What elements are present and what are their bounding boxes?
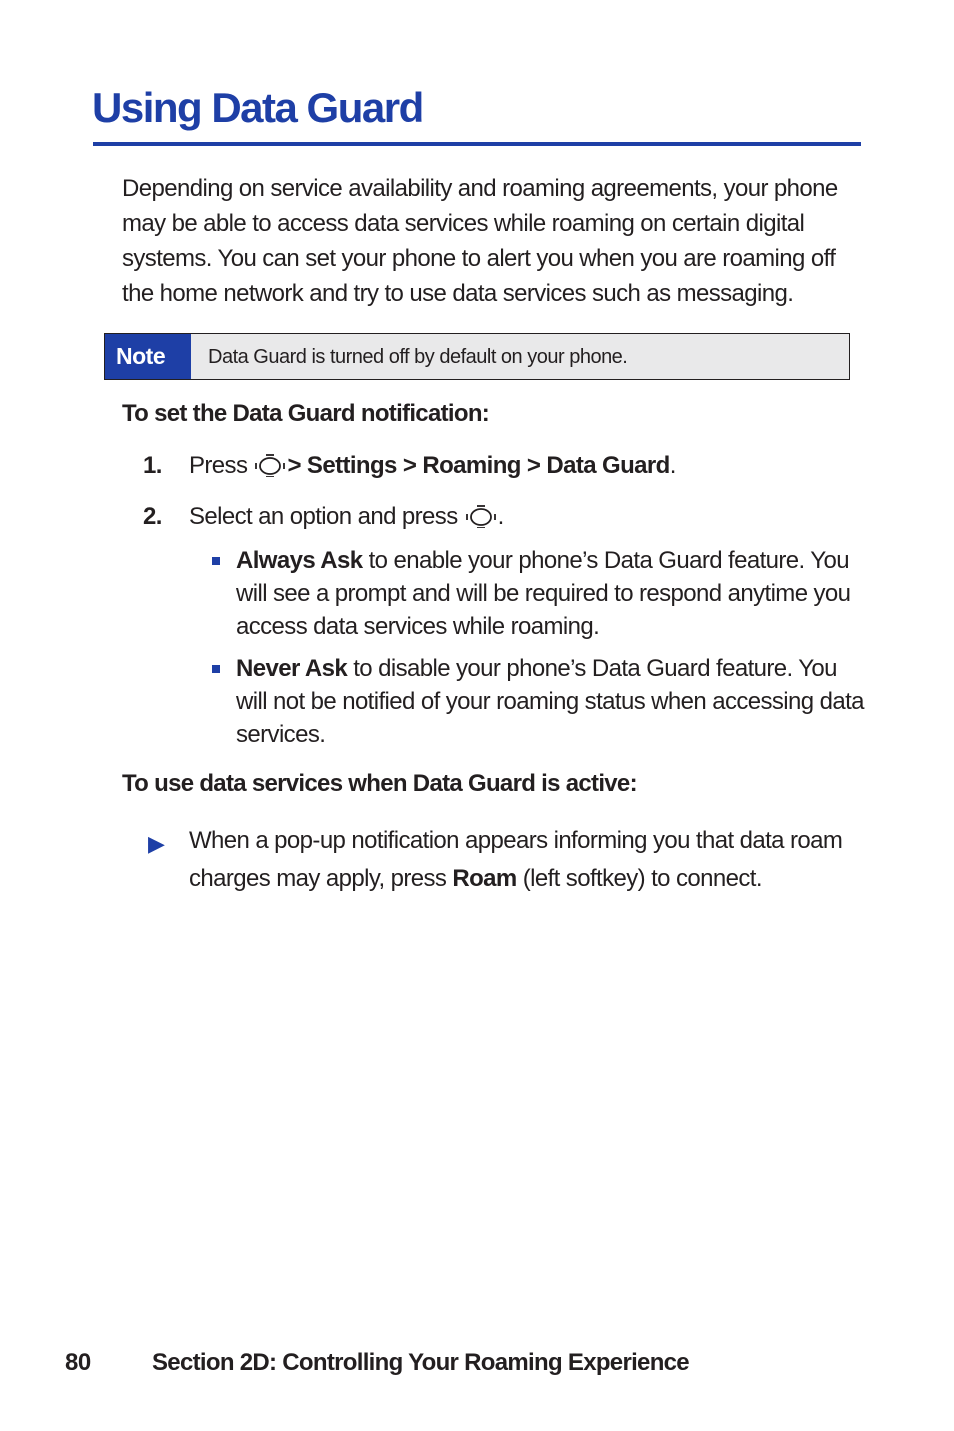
intro-paragraph: Depending on service availability and roaming agreements, your phone may be able to access data services while roaming on certain digital systems. You can set your phone to alert you when you are roaming off the home network and try to use data services such as messaging. (122, 175, 838, 307)
instruction-after: (left softkey) to connect. (522, 865, 762, 892)
footer-section-title: Section 2D: Controlling Your Roaming Experience (152, 1349, 689, 1376)
use-instruction (148, 822, 864, 898)
step-prefix: Select an option and press (189, 503, 458, 530)
note-box (104, 333, 850, 380)
menu-ok-key-icon (466, 504, 496, 528)
page-number: 80 (65, 1349, 91, 1376)
title-divider (93, 142, 861, 146)
bullet-square-icon (212, 665, 220, 673)
step-suffix: . (669, 452, 676, 479)
menu-ok-key-icon (255, 453, 285, 477)
option-text (236, 544, 864, 643)
note-text: Data Guard is turned off by default on your phone. (208, 346, 628, 368)
triangle-right-icon: ▶ (148, 831, 165, 856)
step-number: 2. (143, 503, 162, 530)
option-description: to disable your phone’s Data Guard feature. You will not be notified of your roaming status when accessing data services. (236, 655, 864, 748)
set-notification-heading: To set the Data Guard notification: (122, 400, 490, 427)
bullet-square-icon (212, 557, 220, 565)
option-never-ask (212, 652, 864, 751)
step-prefix: Press (189, 452, 248, 479)
option-name: Always Ask (236, 547, 363, 574)
menu-path: > Settings > Roaming > Data Guard (287, 452, 670, 479)
step-text (189, 503, 504, 531)
option-name: Never Ask (236, 655, 348, 682)
step-suffix: . (497, 503, 504, 530)
page-title: Using Data Guard (92, 84, 423, 131)
note-label: Note (105, 334, 191, 379)
option-text (236, 652, 864, 751)
instruction-text (189, 822, 864, 898)
step-text (189, 452, 676, 480)
use-data-services-heading: To use data services when Data Guard is active: (122, 770, 637, 797)
option-description: to enable your phone’s Data Guard feature. You will see a prompt and will be required to respond anytime you access data services while roaming. (236, 547, 851, 640)
option-always-ask (212, 544, 864, 643)
instruction-before: When a pop-up notification appears informing you that data roam charges may apply, press (189, 827, 843, 892)
step-number: 1. (143, 452, 162, 479)
roam-softkey-label: Roam (452, 865, 517, 892)
